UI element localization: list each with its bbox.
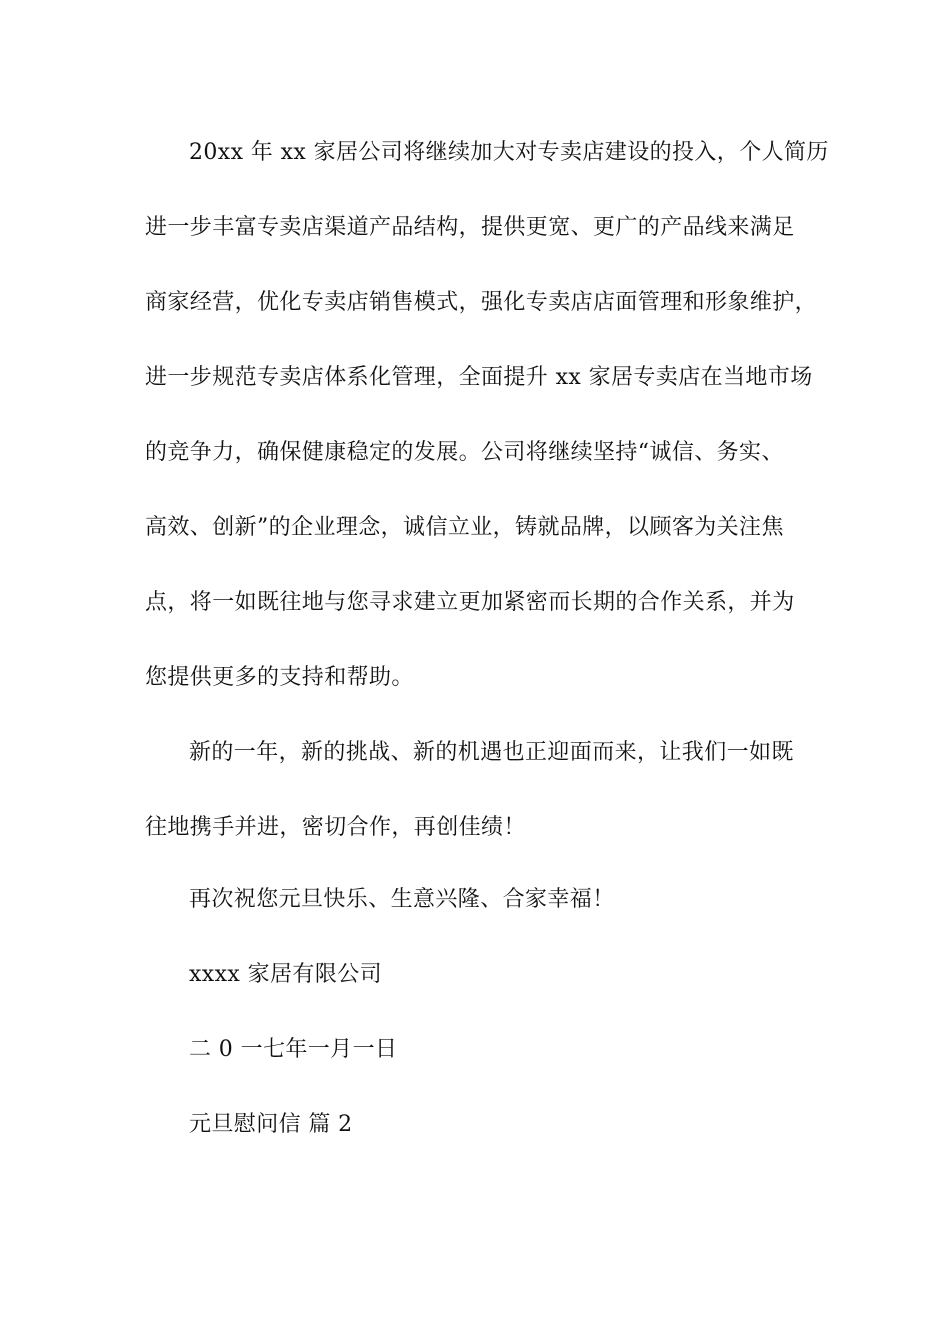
signature-date: 二 0 一七年一月一日 (189, 1037, 398, 1062)
paragraph-1-line-5: 的竞争力，确保健康稳定的发展。公司将继续坚持“诚信、务实、 (145, 440, 784, 465)
paragraph-1-line-8: 您提供更多的支持和帮助。 (145, 665, 414, 690)
next-section-title: 元旦慰问信 篇 2 (189, 1112, 353, 1137)
paragraph-1-line-1: 20xx 年 xx 家居公司将继续加大对专卖店建设的投入，个人简历 (189, 140, 829, 165)
paragraph-1-line-7: 点，将一如既往地与您寻求建立更加紧密而长期的合作关系，并为 (145, 590, 795, 615)
paragraph-1-line-6: 高效、创新”的企业理念，诚信立业，铸就品牌，以顾客为关注焦 (145, 515, 784, 540)
paragraph-1-line-4: 进一步规范专卖店体系化管理，全面提升 xx 家居专卖店在当地市场 (145, 365, 813, 390)
paragraph-2-line-1: 新的一年，新的挑战、新的机遇也正迎面而来，让我们一如既 (189, 740, 794, 765)
paragraph-2-line-2: 往地携手并进，密切合作，再创佳绩！ (145, 815, 526, 840)
signature-company: xxxx 家居有限公司 (189, 962, 383, 987)
paragraph-1-line-2: 进一步丰富专卖店渠道产品结构，提供更宽、更广的产品线来满足 (145, 215, 795, 240)
wishes-line: 再次祝您元旦快乐、生意兴隆、合家幸福！ (189, 887, 615, 912)
paragraph-1-line-3: 商家经营，优化专卖店销售模式，强化专卖店店面管理和形象维护， (145, 290, 818, 315)
